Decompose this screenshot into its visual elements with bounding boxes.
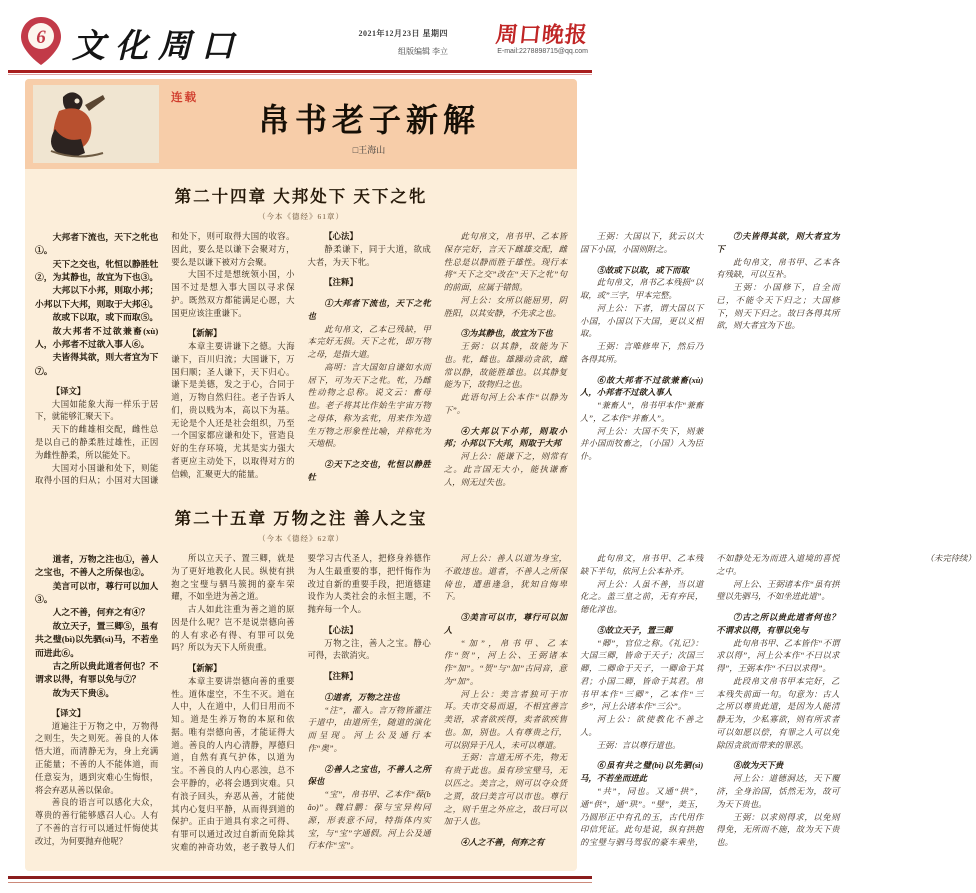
paragraph: 王弼：言唯修卑下，然后乃各得其所。 — [580, 342, 704, 364]
paragraph: 故大邦者不过欲兼畜(xù)人，小邦者不过欲入事人⑥。 — [35, 325, 159, 349]
paragraph: 美言可以市，尊行可以加人③。 — [35, 580, 159, 605]
article-title-band — [25, 79, 577, 169]
paragraph: 河上公：道德洞达，天下覆济，全身治国，恬然无为，故可为天下贵也。 — [716, 774, 840, 809]
paragraph: ④人之不善，何弃之有 — [460, 838, 545, 848]
paragraph: 河上公：能谦下之，则常有之。此言国无大小，能执谦畜人，则无过失也。 — [443, 452, 567, 487]
paragraph: ③为其静也，故宜为下也 — [460, 329, 553, 339]
paragraph: 王弼：小国修下，自全而已，不能令天下归之；大国修下，则天下归之。故曰各得其所欲，则大者宜为下也。 — [716, 283, 840, 331]
paragraph: ⑥虽有共之璧(bì)以先驷(sì)马，不若坐而进此 — [580, 761, 704, 784]
paragraph: 高明：言大国如自谦如水而居下，可为天下之牝。牝，乃雌性动物之总称。说文云：畜母也。老子将其比作始生宇宙万物之母体，称为玄牝，用来作为造生万物之形象性比喻，并称牝为天地根。 — [307, 362, 431, 449]
bottom-rule — [8, 876, 592, 879]
paragraph: 大国不过是想统领小国，小国不过是想入事大国以寻求保护。既然双方都能满足心愿，大国更应该注重谦下。 — [171, 270, 295, 318]
paragraph: 王弼：言以尊行道也。 — [596, 740, 681, 750]
chapter-1-subtitle: （今本《德经》61章） — [258, 212, 344, 221]
paragraph: 【译文】 — [51, 386, 86, 396]
paragraph: 王弼：以求则得求，以免则得免，无所而不施，故为天下贵也。 — [716, 812, 840, 848]
paragraph: 善良的语言可以感化大众，尊贵的善行能够感召人心。人有了不善的言行可以通过忏悔使其改过，为何要抛弃他呢？ — [35, 798, 159, 846]
laozi-illustration — [33, 85, 159, 163]
paragraph: 王弼：大国以下，犹云以大国下小国，小国则附之。 — [580, 232, 704, 254]
paragraph: 此句帛文，帛书甲、乙本各有残缺，可以互补。 — [716, 257, 840, 280]
edition-number: 6 — [36, 27, 46, 48]
chapter-2 — [35, 505, 976, 867]
paragraph: ⑥故大邦者不过欲兼畜(xù)人，小邦者不过欲入事人 — [580, 375, 704, 398]
paragraph: ⑤故立天子，置三卿 — [596, 625, 673, 635]
chapter-1-title: 第二十四章 大邦处下 天下之牝 — [174, 187, 428, 206]
paragraph: 万物之注，善人之宝。静心可得，去欲消灾。 — [307, 638, 431, 661]
paragraph: 【新解】 — [188, 664, 222, 674]
paragraph: 此句帛文，帛书乙本残损“以取，或”三字，甲本完整。 — [580, 278, 704, 301]
chapter-2-subtitle: （今本《德经》62章） — [258, 534, 344, 543]
paragraph: 人之不善，何弃之有④？ — [52, 607, 150, 618]
top-rule-thin — [8, 74, 592, 75]
paragraph: ④大邦以下小邦，则取小邦；小邦以下大邦，则取于大邦 — [443, 426, 567, 449]
paragraph: “加”，帛书甲、乙本作“贺”，河上公、王弼诸本作“加”。“贺”与“加”古同音，意为“加”。 — [443, 638, 567, 686]
paragraph: “注”，灌入。言万物皆灌注于道中，由道所生，随道的演化而呈现。河上公及通行本作“奥”。 — [307, 705, 431, 753]
paragraph: 【注释】 — [324, 278, 358, 288]
chapters — [25, 169, 976, 867]
contact-email: E-mail:2278898715@qq.com — [497, 48, 588, 55]
paragraph: 【心法】 — [324, 625, 358, 635]
paragraph: 【心法】 — [324, 232, 358, 241]
date-editor-block — [359, 28, 449, 57]
paragraph: 静柔谦下，同于大道，欲成大者，为天下牝。 — [307, 244, 431, 267]
paragraph: “共”，同也。又通“拱”，通“供”，通“珙”。“璧”，美玉，乃圆形正中有孔的玉，古代用作印信凭证。此句是说，纵有拱抱的宝璧与驷马驾驭的豪车乘坐，不如静处无为而进入道境的喜悦之中。 — [580, 554, 840, 848]
paragraph: 此句帛文，帛书甲、乙本残缺下半句，依河上公本补齐。 — [580, 554, 704, 576]
paragraph: 河上公：人虽不善，当以道化之。盖三皇之前，无有弃民，德化淳也。 — [580, 579, 704, 615]
chapter-1 — [35, 183, 840, 493]
article-title: 帛书老子新解 — [257, 102, 480, 138]
paragraph: 本章主要讲谦下之德。大海谦下，百川归流；大国谦下，万国归顺；圣人谦下，天下归心。谦下是美德，发之于心，合同于道，万物自然归往。老子告诉人们，贵以贱为本，高以下为基。无论是个人还是社会组织，乃至一个国家都应谦和处下，营造良好的生存环境，尤其是实力强大者更应主动处下，以取得对方的信赖，汇聚更大的能量。 — [171, 342, 295, 479]
publication-date: 2021年12月23日 星期四 — [358, 29, 448, 38]
paragraph: 此语句河上公本作“以静为下”。 — [443, 393, 567, 415]
masthead-logo: 周口晚报 — [494, 22, 590, 47]
paragraph: 河上公：大国不失下，则兼并小国而牧畜之，（小国）入为臣仆。 — [580, 426, 704, 462]
paragraph: 所以立天子、置三卿，就是为了更好地教化人民。纵使有拱抱之宝璧与驷马簇拥的豪车荣耀，不如坐进为善之道。 — [171, 554, 295, 602]
paragraph: ①大邦者下流也，天下之牝也 — [307, 299, 431, 321]
section-title: 文化周口 — [72, 29, 244, 65]
paragraph: 河上公：善人以道为身宝，不敢违也。道者，不善人之所保倚也，遭患逢急，犹知自悔卑下。 — [443, 554, 567, 602]
top-rule — [8, 70, 592, 73]
page-header — [14, 16, 590, 70]
paragraph: 河上公：欲使教化不善之人。 — [580, 715, 704, 737]
chapter-1-body — [35, 231, 840, 493]
paragraph: 大邦者下流也，天下之牝也①。 — [35, 232, 159, 256]
paragraph: 河上公：下者，谓大国以下小国，小国以下大国，更以义相取。 — [580, 303, 704, 339]
paragraph: 此句帛文，帛书甲、乙本皆保存完好，言天下雌雄交配，雌性总是以静而胜于雄性。现行本将“天下之交”改在“天下之牝”句的前面，应属于错简。 — [443, 232, 567, 293]
paragraph: 河上公：女所以能屈男，阴胜阳，以其安静，不先求之也。 — [443, 295, 567, 318]
paragraph: 河上公、王弼诸本作“虽有拱璧以先驷马，不如坐进此道”。 — [716, 579, 840, 602]
paragraph: 此句帛书甲、乙本皆作“不谓求以得”，河上公本作“不曰以求得”，王弼本作“不曰以求得”。 — [716, 638, 840, 674]
paragraph: 古人如此注重为善之道的原因是什么呢？岂不是说崇德向善的人有求必有得、有罪可以免吗？所以为天下人所贵重。 — [171, 605, 295, 653]
paragraph: “卿”，官位之称。《礼记》：大国三卿，皆命于天子；次国三卿，二卿命于天子，一卿命于其君；小国二卿，皆命于其君。帛书甲本作“三卿”，乙本作“三乡”，河上公诸本作“三公”。 — [580, 638, 704, 712]
paragraph: 故立天子，置三卿⑤，虽有共之璧(bì)以先驷(sì)马，不若坐而进此⑥。 — [35, 620, 159, 658]
paragraph: 故或下以取，或下而取⑤。 — [52, 312, 159, 323]
edition-number-badge — [20, 16, 62, 66]
paragraph: 【新解】 — [188, 329, 222, 339]
article-author: □王海山 — [352, 145, 386, 155]
paragraph: 河上公：美言者独可于市耳。夫市交易而退，不相宜善言美语，求者欲疾得，卖者欲疾售也。加，别也。人有尊贵之行，可以别异于凡人，未可以尊道。 — [443, 689, 567, 750]
paragraph: 【译文】 — [51, 708, 86, 718]
paragraph: “宝”，帛书甲、乙本作“葆(bǎo)”。魏启鹏：葆与宝异构同源，形表意不同，特指体内实宝，与“宝”字通假。河上公及通行本作“宝”。 — [307, 790, 431, 851]
paragraph: “兼畜人”，帛书甲本作“兼畜人”，乙本作“并畜人”。 — [580, 401, 704, 423]
paragraph: ⑤故或下以取，或下而取 — [596, 265, 689, 275]
paragraph: （未完待续） — [925, 554, 976, 563]
serial-badge: 连载 — [171, 92, 198, 104]
paragraph: 大国如能象大海一样乐于居下，就能够汇聚天下。 — [35, 399, 159, 422]
paragraph: 古之所以贵此道者何也？不谓求以得，有罪以免与⑦？ — [35, 660, 159, 685]
paragraph: 道遍注于万物之中，万物得之则生，失之则死。善良的人体悟大道，而清静无为，身上充满正能量；不善的人不能体道，而任意妄为，遇到灾难心生悔恨，将会弃恶从善以保命。 — [35, 721, 159, 795]
paragraph: ③美言可以市，尊行可以加人 — [443, 613, 567, 635]
paragraph: 大国对小国谦和处下，则能取得小国的归从；小国对大国谦和处下，则可取得大国的收容。因此，要么是以谦下会聚对方，要么是以谦下被对方会聚。 — [35, 232, 295, 486]
paragraph: 故为天下贵⑧。 — [52, 687, 115, 698]
paragraph: 王弼：言道无所不先，物无有贵于此也。虽有珍宝璧马，无以匹之。美言之，则可以夺众货之贾，故曰美言可以市也。尊行之，则千里之外应之，故曰可以加于人也。 — [443, 753, 567, 827]
editor-credit: 组版编辑 李立 — [398, 47, 448, 56]
paragraph: ②天下之交也，牝恒以静胜牡 — [307, 460, 431, 483]
paragraph: 王弼：以其静，故能为下也。牝，雌也。雄躁动贪欲，雌常以静，故能胜雄也。以其静复能为下，故物归之也。 — [443, 342, 567, 390]
paragraph: ⑧故为天下贵 — [733, 761, 784, 771]
paragraph: 大邦以下小邦，则取小邦；小邦以下大邦，则取于大邦④。 — [35, 285, 159, 309]
paragraph: 夫皆得其欲，则大者宜为下⑦。 — [35, 352, 159, 376]
paragraph: 【注释】 — [324, 672, 358, 682]
chapter-2-body — [35, 553, 976, 867]
paragraph: 此段帛文帛书甲本完好，乙本残失前面一句。句意为：古人之所以尊贵此道，是因为人能清静无为，少私寡欲，则有所求者可以如愿以偿，有罪之人可以免除因贪欲而带来的罪恶。 — [716, 676, 840, 750]
paragraph: 道者，万物之注也①，善人之宝也，不善人之所保也②。 — [35, 554, 159, 578]
bottom-rule-thin — [8, 882, 592, 883]
paragraph: 此句帛文，乙本已残缺，甲本完好无损。天下之牝，即万物之母，是指大道。 — [307, 324, 431, 360]
paragraph: ⑦古之所以贵此道者何也？不谓求以得，有罪以免与 — [716, 613, 840, 635]
article-panel — [25, 79, 976, 871]
paragraph: ⑦夫皆得其欲，则大者宜为下 — [716, 232, 840, 254]
paragraph: 天下之交也，牝恒以静胜牡②，为其静也，故宜为下也③。 — [35, 258, 159, 283]
paragraph: 本章主要讲崇德向善的重要性。道体虚空，不生不灭。道在人中，人在道中，人们日用而不知。道是生养万物的本原和依据。唯有崇德向善，才能证得大道。善良的人内心清静，厚德归道，自然有真气护体，以道为宝。不善良的人内心恶浊，总不会平静的，必将会遇到灾难。只有浪子回头，弃恶从善，才能使其内心复归平静，从而得到道的保护。正由于道具有求之可得、有罪可以通过改过自新而免除其灾难的神奇功效，老子教导人们要学习古代圣人，把修身养德作为人生最重要的事，把忏悔作为改过自新的重要手段，把道德建设作为人类社会的永恒主题，不抛弃每一个人。 — [171, 554, 431, 852]
paragraph: ②善人之宝也，不善人之所保也 — [307, 764, 431, 787]
chapter-2-title: 第二十五章 万物之注 善人之宝 — [174, 509, 428, 528]
paragraph: 天下的雌雄相交配，雌性总是以自己的静柔胜过雄性，正因为雌性静柔，所以能处下。 — [35, 425, 159, 460]
paragraph: ①道者，万物之注也 — [324, 692, 400, 702]
